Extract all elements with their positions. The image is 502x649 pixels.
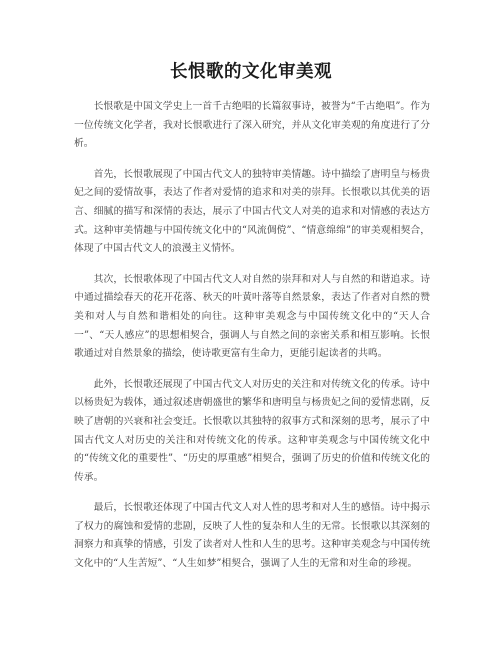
paragraph-aesthetic-taste: 首先，长恨歌展现了中国古代文人的独特审美情趣。诗中描绘了唐明皇与杨贵妃之间的爱情故事，表达了作者对爱情的追求和对美的崇拜。长恨歌以其优美的语言、细腻的描写和深情的表达，展示了中国古代文人对美的追求和对情感的表达方式。这种审美情趣与中国传统文化中的“风流倜傥”、“情意绵绵”的审美观相契合，体现了中国古代文人的浪漫主义情怀。 (74, 168, 430, 255)
paragraph-nature: 其次，长恨歌体现了中国古代文人对自然的崇拜和对人与自然的和谐追求。诗中通过描绘春天的花开花落、秋天的叶黄叶落等自然景象，表达了作者对自然的赞美和对人与自然和谐相处的向往。这种审美观念与中国传统文化中的“天人合一”、“天人感应”的思想相契合，强调人与自然之间的亲密关系和相互影响。长恨歌通过对自然景象的描绘，使诗歌更富有生命力，更能引起读者的共鸣。 (74, 273, 430, 360)
paragraph-history: 此外，长恨歌还展现了中国古代文人对历史的关注和对传统文化的传承。诗中以杨贵妃为载体，通过叙述唐朝盛世的繁华和唐明皇与杨贵妃之间的爱情悲剧，反映了唐朝的兴衰和社会变迁。长恨歌以其独特的叙事方式和深刻的思考，展示了中国古代文人对历史的关注和对传统文化的传承。这种审美观念与中国传统文化中的“传统文化的重要性”、“历史的厚重感”相契合，强调了历史的价值和传统文化的传承。 (74, 378, 430, 483)
document-title: 长恨歌的文化审美观 (170, 62, 332, 82)
document-body (74, 98, 430, 586)
paragraph-humanity: 最后，长恨歌还体现了中国古代文人对人性的思考和对人生的感悟。诗中揭示了权力的腐蚀和爱情的悲剧，反映了人性的复杂和人生的无常。长恨歌以其深刻的洞察力和真挚的情感，引发了读者对人性和人生的思考。这种审美观念与中国传统文化中的“人生苦短”、“人生如梦”相契合，强调了人生的无常和对生命的珍视。 (74, 502, 430, 570)
paragraph-intro: 长恨歌是中国文学史上一首千古绝唱的长篇叙事诗，被誉为“千古绝唱”。作为一位传统文化学者，我对长恨歌进行了深入研究，并从文化审美观的角度进行了分析。 (74, 101, 430, 150)
